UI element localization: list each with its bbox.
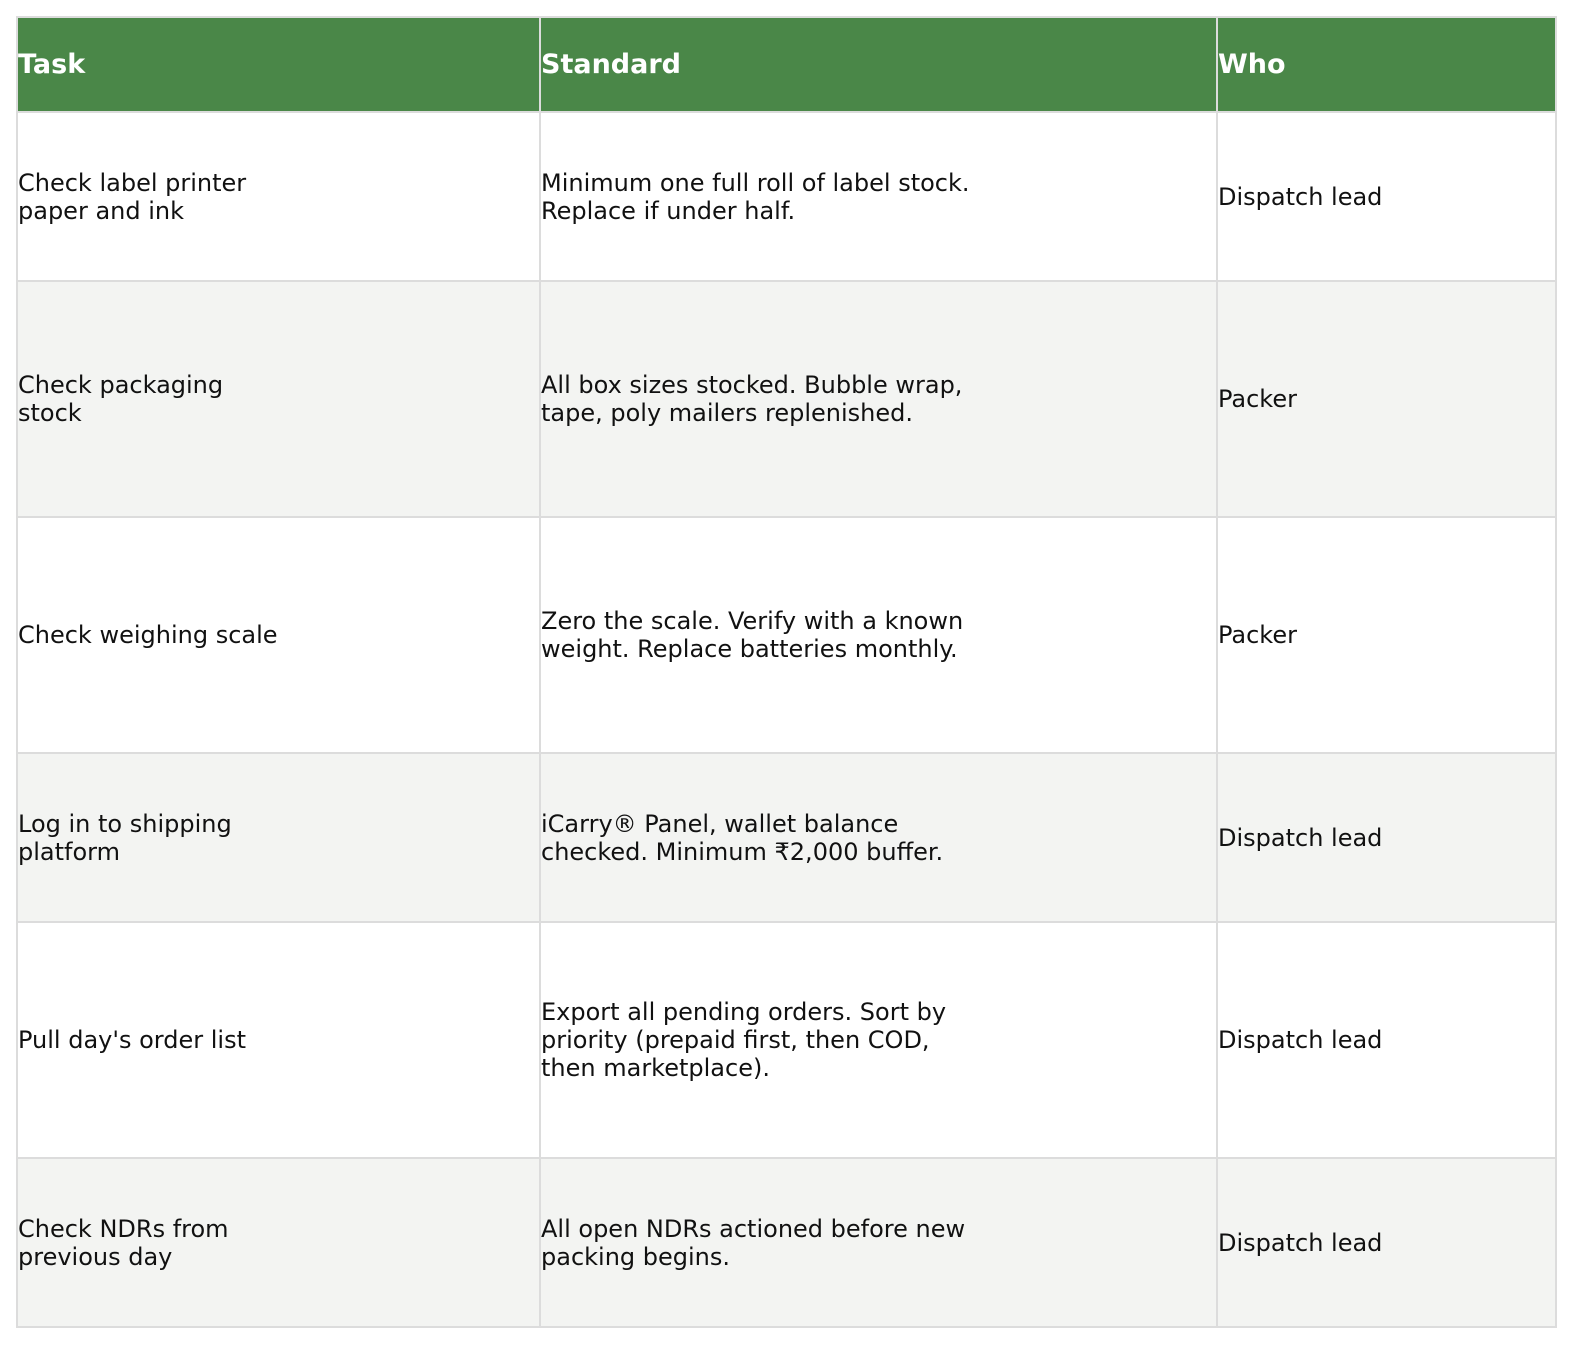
who-text: Packer bbox=[1218, 385, 1297, 413]
table-row bbox=[17, 517, 1556, 753]
task-cell bbox=[17, 922, 540, 1158]
column-header-standard: Standard bbox=[540, 17, 1217, 112]
standard-cell bbox=[540, 922, 1217, 1158]
task-text: Check NDRs from previous day bbox=[18, 1214, 229, 1271]
who-cell bbox=[1217, 112, 1556, 281]
checklist-table bbox=[16, 16, 1557, 1328]
standard-cell bbox=[540, 753, 1217, 922]
table-header bbox=[17, 17, 1556, 112]
who-cell bbox=[1217, 517, 1556, 753]
standard-text: All open NDRs actioned before new packing begins. bbox=[541, 1214, 966, 1271]
table-body bbox=[17, 112, 1556, 1327]
task-cell bbox=[17, 753, 540, 922]
standard-text: iCarry® Panel, wallet balance checked. Minimum ₹2,000 buffer. bbox=[541, 809, 944, 866]
task-cell bbox=[17, 517, 540, 753]
who-cell bbox=[1217, 922, 1556, 1158]
standard-text: Zero the scale. Verify with a known weight. Replace batteries monthly. bbox=[541, 607, 964, 663]
task-text: Log in to shipping platform bbox=[18, 809, 232, 866]
standard-cell bbox=[540, 1158, 1217, 1327]
standard-cell bbox=[540, 112, 1217, 281]
who-cell bbox=[1217, 1158, 1556, 1327]
task-text: Pull day's order list bbox=[18, 1026, 246, 1054]
standard-text: All box sizes stocked. Bubble wrap, tape, poly mailers replenished. bbox=[541, 371, 963, 427]
standard-text: Export all pending orders. Sort by priority (prepaid first, then COD, then marketplace). bbox=[541, 998, 947, 1082]
column-header-task: Task bbox=[17, 17, 540, 112]
who-text: Dispatch lead bbox=[1218, 1026, 1383, 1054]
who-text: Dispatch lead bbox=[1218, 1228, 1383, 1257]
task-cell bbox=[17, 112, 540, 281]
table-row bbox=[17, 1158, 1556, 1327]
who-cell bbox=[1217, 281, 1556, 517]
table-row bbox=[17, 922, 1556, 1158]
header-row bbox=[17, 17, 1556, 112]
task-text: Check packaging stock bbox=[18, 371, 224, 427]
task-cell bbox=[17, 281, 540, 517]
who-cell bbox=[1217, 753, 1556, 922]
table-row bbox=[17, 112, 1556, 281]
standard-cell bbox=[540, 517, 1217, 753]
task-cell bbox=[17, 1158, 540, 1327]
task-text: Check label printer paper and ink bbox=[18, 168, 247, 225]
standard-cell bbox=[540, 281, 1217, 517]
standard-text: Minimum one full roll of label stock. Replace if under half. bbox=[541, 168, 970, 225]
who-text: Packer bbox=[1218, 621, 1297, 649]
who-text: Dispatch lead bbox=[1218, 823, 1383, 852]
table-row bbox=[17, 753, 1556, 922]
table-row bbox=[17, 281, 1556, 517]
who-text: Dispatch lead bbox=[1218, 182, 1383, 211]
column-header-who: Who bbox=[1217, 17, 1556, 112]
task-text: Check weighing scale bbox=[18, 621, 278, 649]
